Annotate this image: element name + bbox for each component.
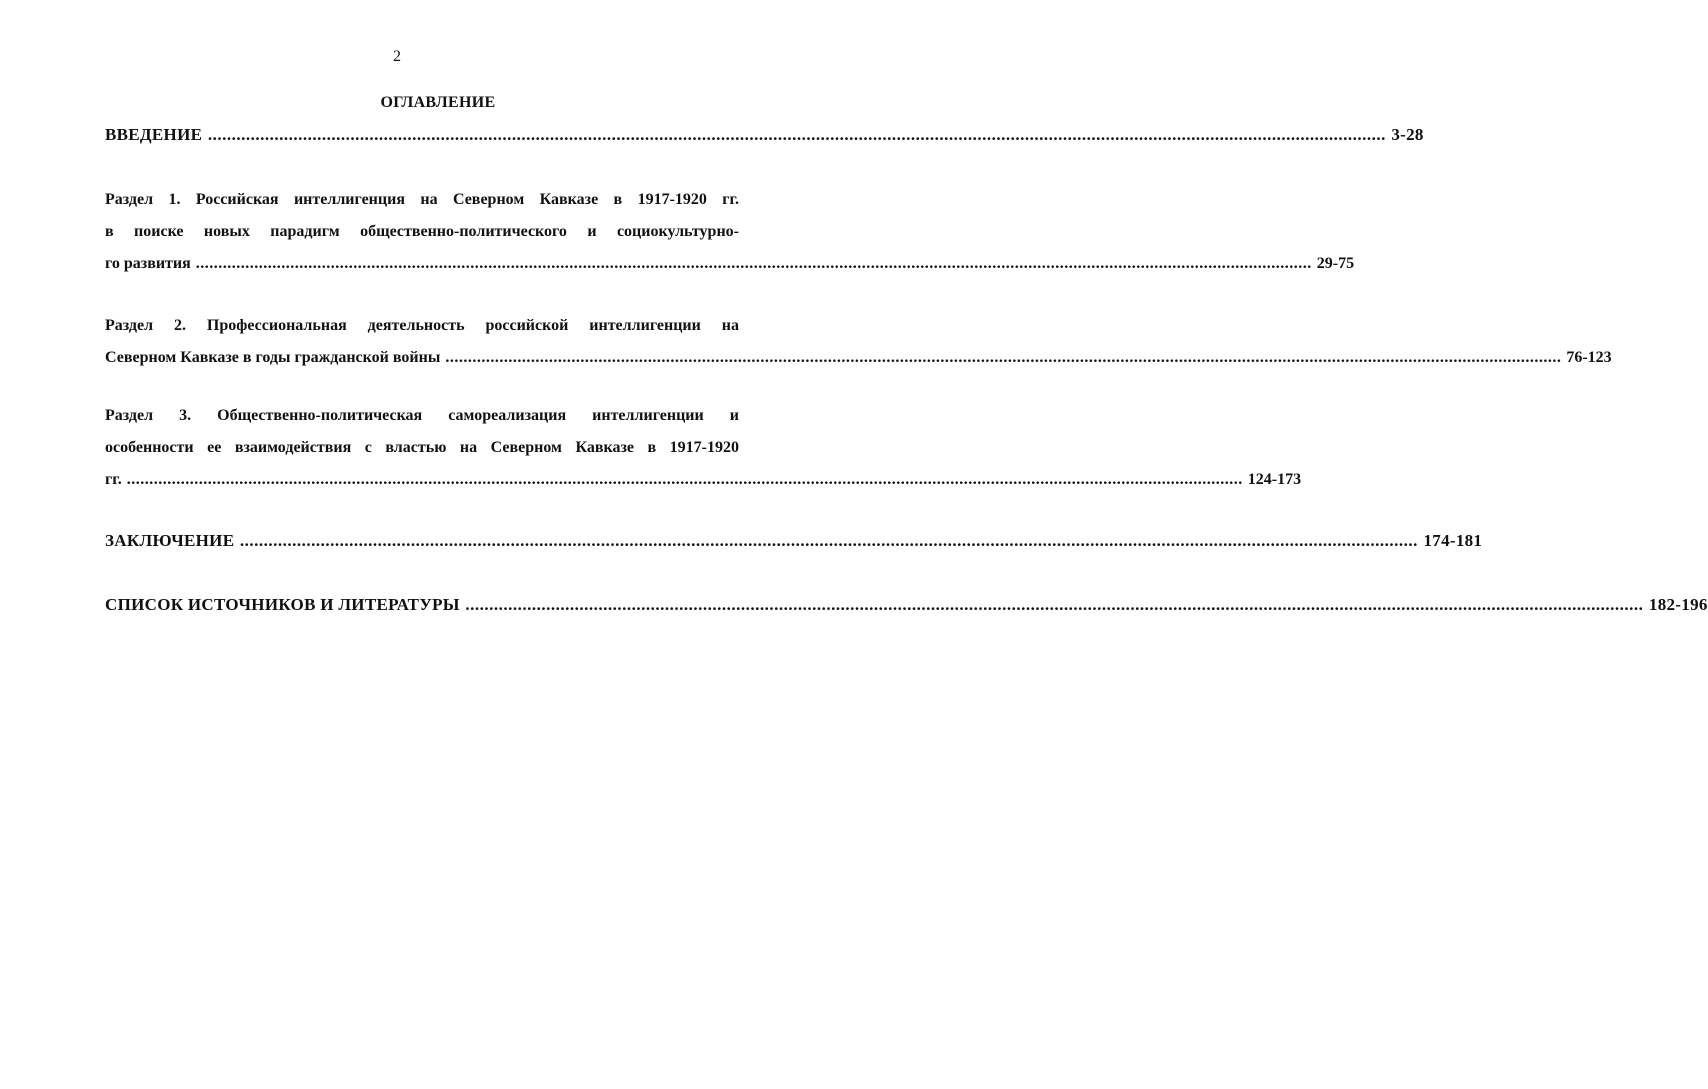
toc-title: ОГЛАВЛЕНИЕ	[380, 94, 496, 111]
dot-leader	[127, 471, 1243, 488]
toc-entry-line	[105, 342, 1612, 374]
toc-entry-section-2[interactable]	[105, 310, 1612, 374]
toc-entry-pages: 182-196	[1648, 595, 1708, 614]
toc-entry-pages: 29-75	[1316, 255, 1355, 272]
dot-leader	[445, 349, 1561, 366]
toc-entry-label: ВВЕДЕНИЕ	[105, 125, 203, 144]
toc-entry-line	[105, 589, 1708, 621]
dot-leader	[196, 255, 1312, 272]
dot-leader	[240, 531, 1418, 550]
toc-entry-line: особенности ее взаимодействия с властью на Северном Кавказе в 1917-1920	[105, 439, 739, 456]
toc-entry-label: гг.	[105, 471, 122, 488]
toc-entry-line	[105, 464, 1302, 496]
toc-entry-section-3[interactable]	[105, 400, 1302, 496]
toc-entry-line	[105, 525, 1483, 557]
toc-entry-line	[105, 248, 1355, 280]
toc-entry-conclusion[interactable]	[105, 525, 1483, 557]
toc-entry-pages: 3-28	[1391, 125, 1424, 144]
dot-leader	[208, 125, 1386, 144]
toc-entry-pages: 76-123	[1566, 349, 1612, 366]
toc-entry-pages: 174-181	[1423, 531, 1483, 550]
toc-entry-line: Раздел 1. Российская интеллигенция на Северном Кавказе в 1917-1920 гг.	[105, 191, 739, 208]
toc-entry-line: в поиске новых парадигм общественно-политического и социокультурно-	[105, 223, 739, 240]
dot-leader	[465, 595, 1643, 614]
toc-entry-label: ЗАКЛЮЧЕНИЕ	[105, 531, 235, 550]
toc-entry-pages: 124-173	[1247, 471, 1302, 488]
toc-entry-label: Северном Кавказе в годы гражданской войны	[105, 349, 441, 366]
toc-entry-label: СПИСОК ИСТОЧНИКОВ И ЛИТЕРАТУРЫ	[105, 595, 460, 614]
toc-entry-introduction[interactable]	[105, 119, 1424, 151]
toc-entry-sources[interactable]	[105, 589, 1708, 621]
toc-entry-section-1[interactable]	[105, 184, 1355, 280]
toc-entry-line: Раздел 2. Профессиональная деятельность российской интеллигенции на	[105, 317, 739, 334]
toc-entry-line: Раздел 3. Общественно-политическая самореализация интеллигенции и	[105, 407, 739, 424]
page-number: 2	[393, 48, 401, 65]
toc-entry-line	[105, 119, 1424, 151]
toc-entry-label: го развития	[105, 255, 191, 272]
